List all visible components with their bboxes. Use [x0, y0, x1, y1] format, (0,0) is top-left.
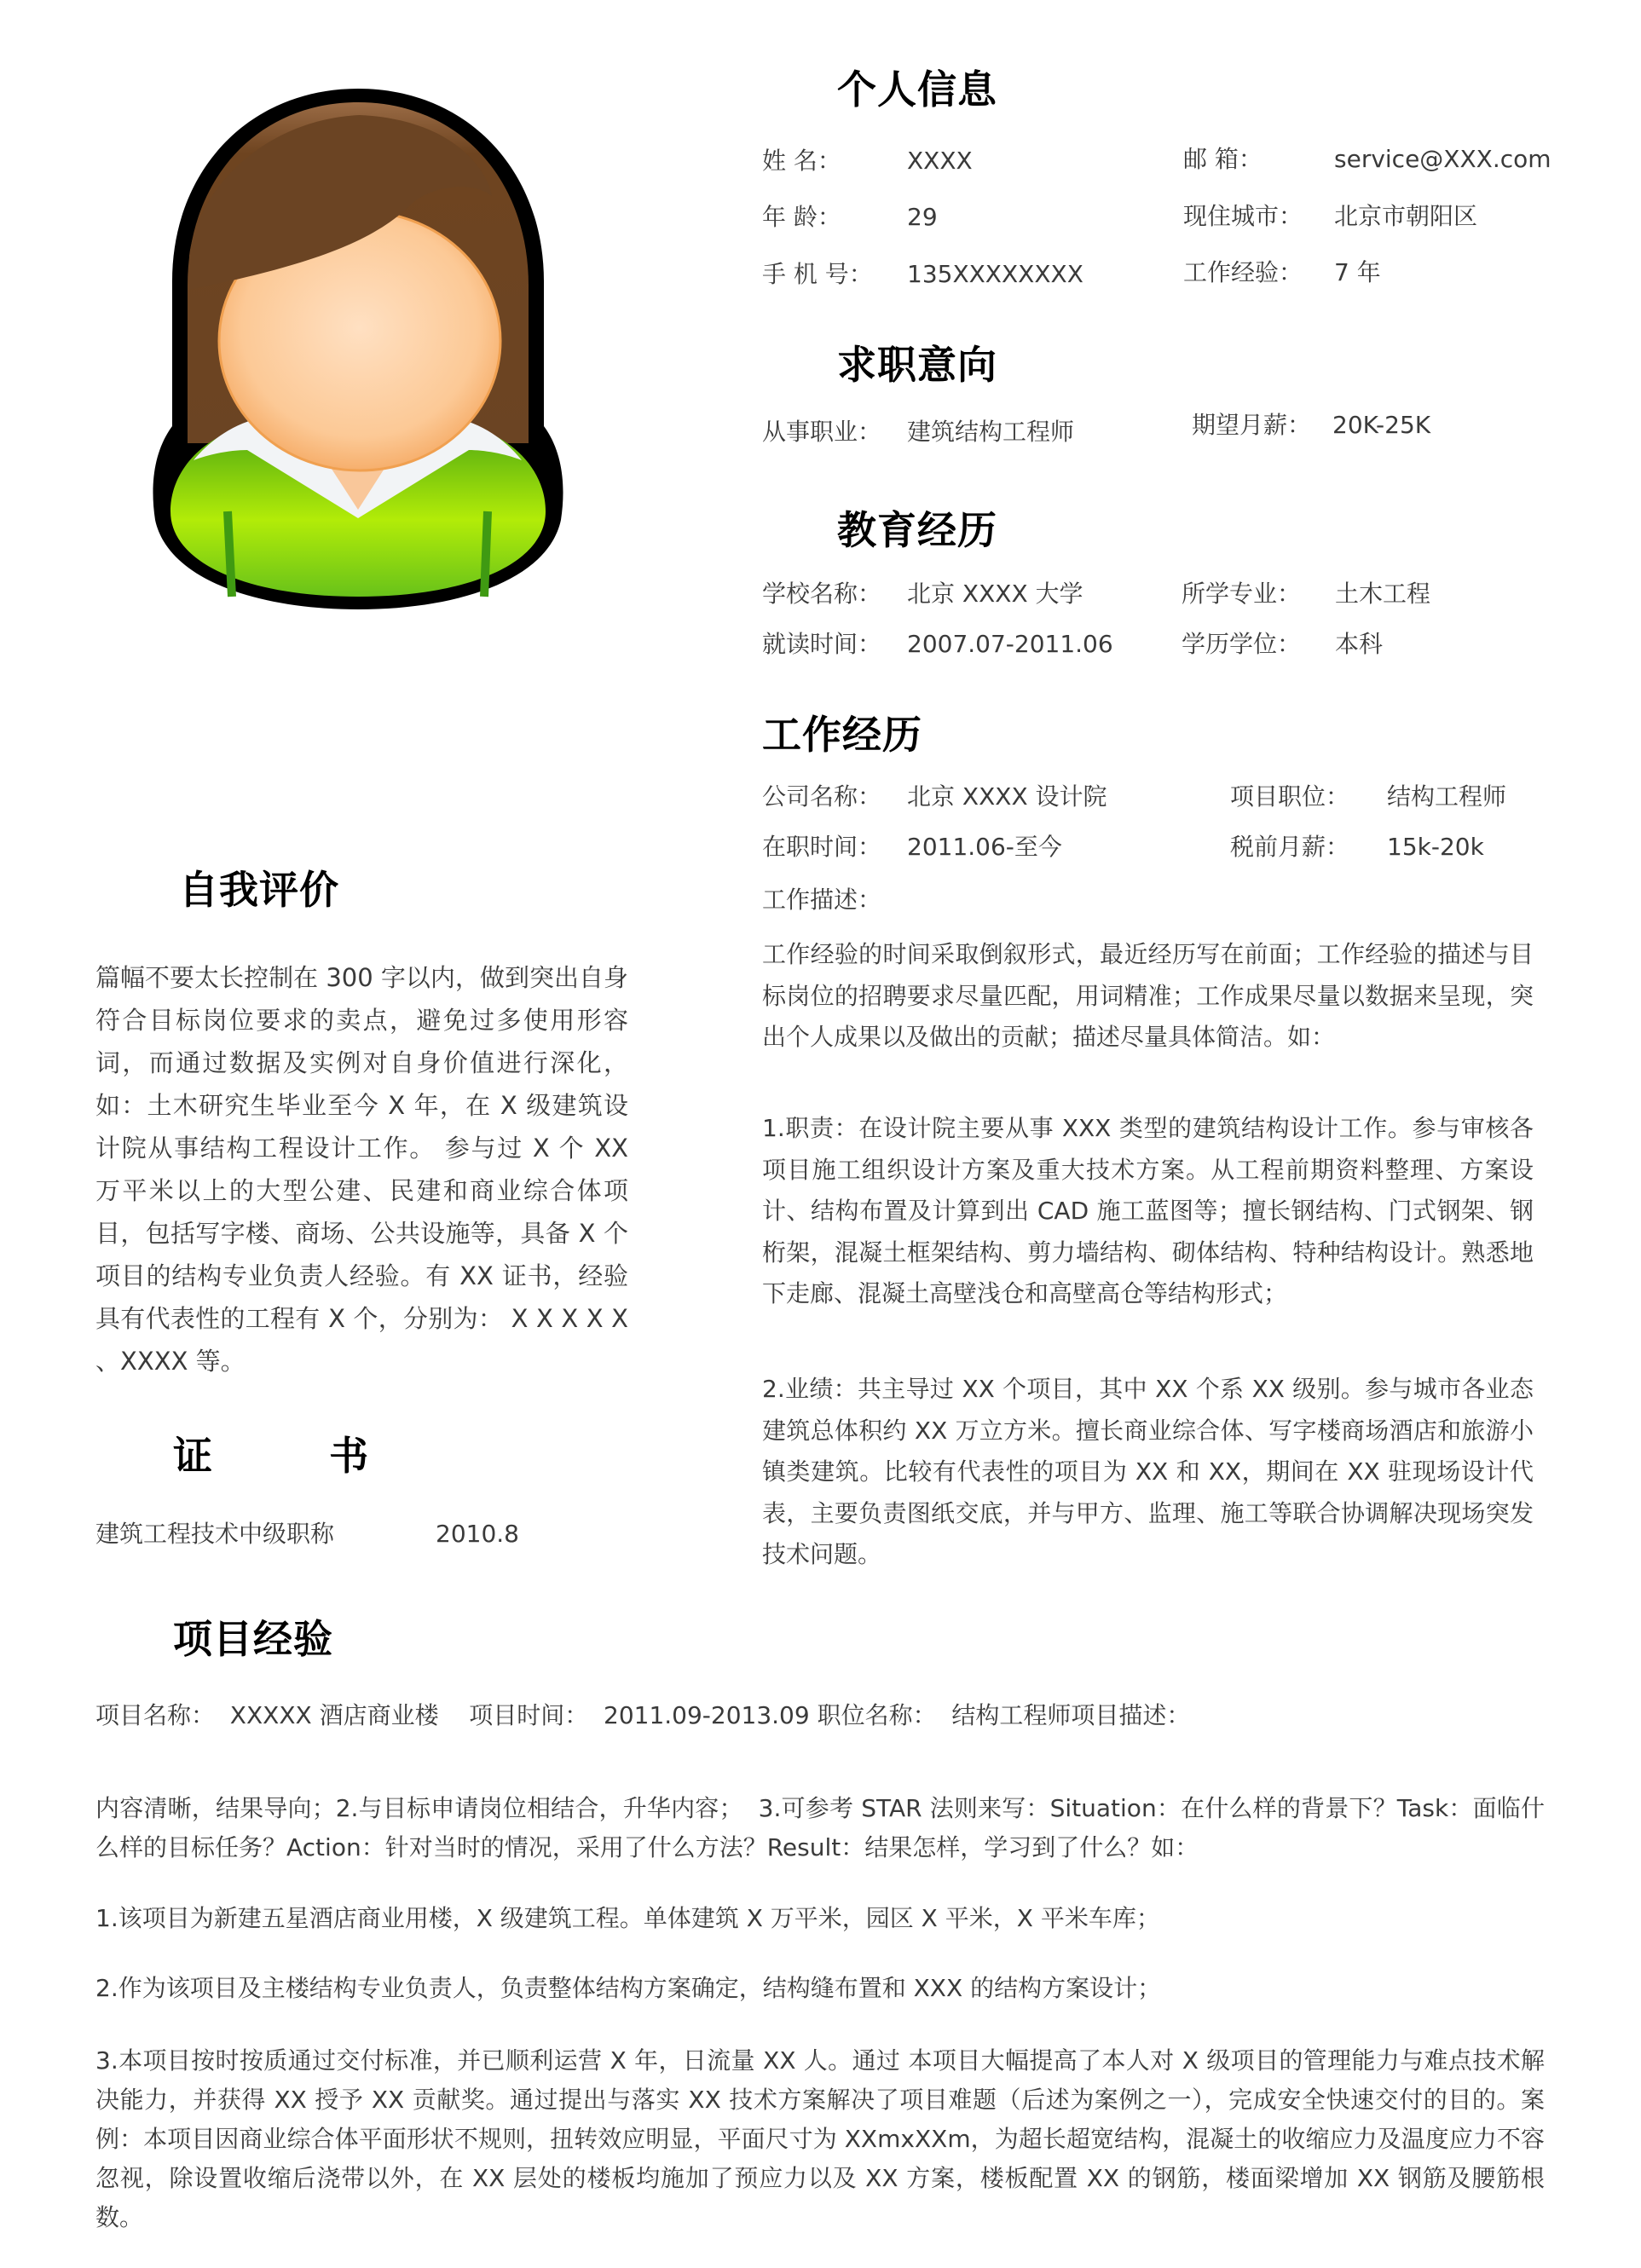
section-heading-certificates: 证 书	[173, 1433, 370, 1479]
study-period-label: 就读时间：	[762, 630, 882, 658]
avatar	[147, 85, 569, 614]
company-value: 北京 XXXX 设计院	[907, 782, 1107, 811]
age-label: 年 龄：	[762, 203, 841, 231]
email-value: service@XXX.com	[1334, 145, 1551, 173]
section-heading-work: 工作经历	[762, 712, 922, 758]
school-value: 北京 XXXX 大学	[907, 580, 1083, 608]
work-description-label: 工作描述：	[762, 886, 882, 914]
female-user-avatar-icon	[147, 85, 569, 614]
email-label: 邮 箱：	[1183, 145, 1263, 173]
name-label: 姓 名：	[762, 147, 841, 175]
work-duties-paragraph: 1.职责：在设计院主要从事 XXX 类型的建筑结构设计工作。参与审核各项目施工组织设计方案及重大技术方案。从工程前期资料整理、方案设计、结构布置及计算到出 CAD 施工蓝图等；擅长钢结构、门式钢架、钢桁架，混凝土框架结构、剪力墙结构、砌体结构、特种结构设计。熟悉地下走廊、混凝土高壁浅仓和高壁高仓等结构形式；	[762, 1114, 1534, 1307]
degree-label: 学历学位：	[1182, 630, 1302, 658]
age-value: 29	[907, 203, 938, 231]
section-heading-personal-info: 个人信息	[837, 66, 997, 113]
company-label: 公司名称：	[762, 782, 882, 811]
work-description-paragraph: 工作经验的时间采取倒叙形式，最近经历写在前面；工作经验的描述与目标岗位的招聘要求尽量匹配，用词精准；工作成果尽量以数据来呈现，突出个人成果以及做出的贡献；描述尽量具体简洁。如：	[762, 940, 1534, 1051]
section-heading-job-intention: 求职意向	[837, 342, 997, 388]
project-summary-line: 项目名称： XXXXX 酒店商业楼 项目时间： 2011.09-2013.09 职位名称： 结构工程师项目描述：	[95, 1701, 1191, 1729]
study-period-value: 2007.07-2011.06	[907, 630, 1113, 658]
experience-value: 7 年	[1334, 258, 1381, 286]
degree-value: 本科	[1335, 630, 1384, 658]
experience-label: 工作经验：	[1183, 258, 1303, 286]
expected-salary-label: 期望月薪：	[1192, 411, 1312, 439]
employment-period-value: 2011.06-至今	[907, 833, 1062, 861]
expected-salary-value: 20K-25K	[1332, 411, 1431, 439]
self-evaluation-text: 篇幅不要太长控制在 300 字以内，做到突出自身符合目标岗位要求的卖点，避免过多使用形容词，而通过数据及实例对自身价值进行深化，如：土木研究生毕业至今 X 年，在 X 级建筑设计院从事结构工程设计工作。 参与过 X 个 XX 万平米以上的大型公建、民建和商业综合体项目，包括写字楼、商场、公共设施等，具备 X 个项目的结构专业负责人经验。有 XX 证书，经验具有代表性的工程有 X 个，分别为： X X X X X 、XXXX 等。	[95, 963, 628, 1376]
project-item-1: 1.该项目为新建五星酒店商业用楼，X 级建筑工程。单体建筑 X 万平米，园区 X 平米，X 平米车库；	[95, 1904, 1160, 1932]
major-value: 土木工程	[1335, 580, 1431, 608]
phone-label: 手 机 号：	[762, 260, 873, 288]
project-item-3: 3.本项目按时按质通过交付标准，并已顺利运营 X 年，日流量 XX 人。通过 本项目大幅提高了本人对 X 级项目的管理能力与难点技术解决能力，并获得 XX 授予 XX 贡献奖。通过提出与落实 XX 技术方案解决了项目难题（后述为案例之一），完成安全快速交付的目的。案例：本项目因商业综合体平面形状不规则，扭转效应明显，平面尺寸为 XXmxXXm，为超长超宽结构，混凝土的收缩应力及温度应力不容忽视，除设置收缩后浇带以外，在 XX 层处的楼板均施加了预应力以及 XX 方案，楼板配置 XX 的钢筋，楼面梁增加 XX 钢筋及腰筋根数。	[95, 2046, 1545, 2231]
school-label: 学校名称：	[762, 580, 882, 608]
pretax-salary-label: 税前月薪：	[1230, 833, 1350, 861]
certificate-date: 2010.8	[436, 1520, 519, 1548]
name-value: XXXX	[907, 147, 973, 175]
pretax-salary-value: 15k-20k	[1387, 833, 1484, 861]
major-label: 所学专业：	[1182, 580, 1302, 608]
work-achievements-paragraph: 2.业绩：共主导过 XX 个项目，其中 XX 个系 XX 级别。参与城市各业态建筑总体积约 XX 万立方米。擅长商业综合体、写字楼商场酒店和旅游小镇类建筑。比较有代表性的项目为 XX 和 XX，期间在 XX 驻现场设计代表，主要负责图纸交底，并与甲方、监理、施工等联合协调解决现场突发技术问题。	[762, 1375, 1534, 1568]
city-value: 北京市朝阳区	[1334, 202, 1478, 230]
section-heading-education: 教育经历	[837, 507, 997, 553]
position-label: 项目职位：	[1230, 782, 1350, 811]
project-item-2: 2.作为该项目及主楼结构专业负责人，负责整体结构方案确定，结构缝布置和 XXX 的结构方案设计；	[95, 1974, 1162, 2002]
position-value: 结构工程师	[1387, 782, 1507, 811]
section-heading-projects: 项目经验	[173, 1616, 333, 1662]
project-star-paragraph: 内容清晰，结果导向；2.与目标申请岗位相结合，升华内容； 3.可参考 STAR 法则来写：Situation：在什么样的背景下？Task：面临什么样的目标任务？Action：针对当时的情况，采用了什么方法？Result：结果怎样，学习到了什么？如：	[95, 1794, 1545, 1861]
phone-value: 135XXXXXXXX	[907, 260, 1083, 288]
certificate-name: 建筑工程技术中级职称	[95, 1520, 335, 1548]
section-heading-self-evaluation: 自我评价	[179, 867, 339, 913]
city-label: 现住城市：	[1183, 202, 1303, 230]
employment-period-label: 在职时间：	[762, 833, 882, 861]
occupation-value: 建筑结构工程师	[907, 418, 1075, 446]
occupation-label: 从事职业：	[762, 418, 882, 446]
